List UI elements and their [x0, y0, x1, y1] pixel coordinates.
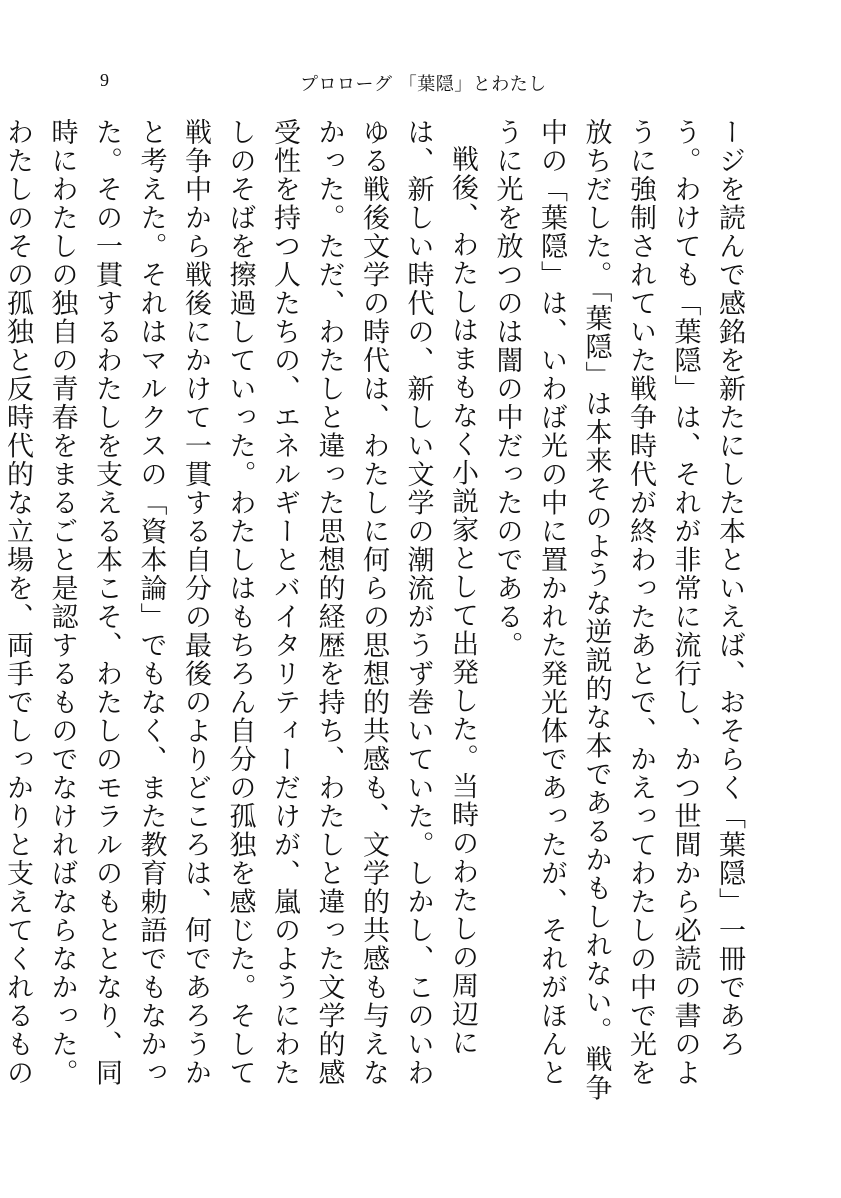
paragraph-continuation: ージを読んで感銘を新たにした本といえば、おそらく「葉隠」一冊であろう。わけても「葉隠」は、それが非常に流行し、かつ世間から必読の書のように強制されていた戦争時代が終わったあとで、かえってわたしの中で光を放ちだした。「葉隠」は本来そのような逆説的な本であるかもしれない。戦争中の「葉隠」は、いわば光の中に置かれた発光体であったが、それがほんとうに光を放つのは闇の中だったのである。	[491, 118, 745, 1102]
paragraph-postwar: 戦後、わたしはまもなく小説家として出発した。当時のわたしの周辺には、新しい時代の、新しい文学の潮流がうず巻いていた。しかし、このいわゆる戦後文学の時代は、わたしに何らの思想的共感も、文学的共感も与えなかった。ただ、わたしと違った思想的経歴を持ち、わたしと違った文学的感受性を持つ人たちの、エネルギーとバイタリティーだけが、嵐のようにわたしのそばを擦過していった。わたしはもちろん自分の孤独を感じた。そして戦争中から戦後にかけて一貫する自分の最後のよりどころは、何であろうかと考えた。それはマルクスの「資本論」でもなく、また教育勅語でもなかった。その一貫するわたしを支える本こそ、わたしのモラルのもととなり、同時にわたしの独自の青春をまるごと是認するものでなければならなかった。わたしのその孤独と反時代的な立場を、両手でしっかりと支えてくれるもの	[2, 118, 478, 1087]
page-header	[0, 70, 841, 100]
running-title: プロローグ 「葉隠」とわたし	[300, 74, 547, 95]
page-number: 9	[100, 70, 109, 90]
vertical-body-text	[2, 118, 751, 1108]
